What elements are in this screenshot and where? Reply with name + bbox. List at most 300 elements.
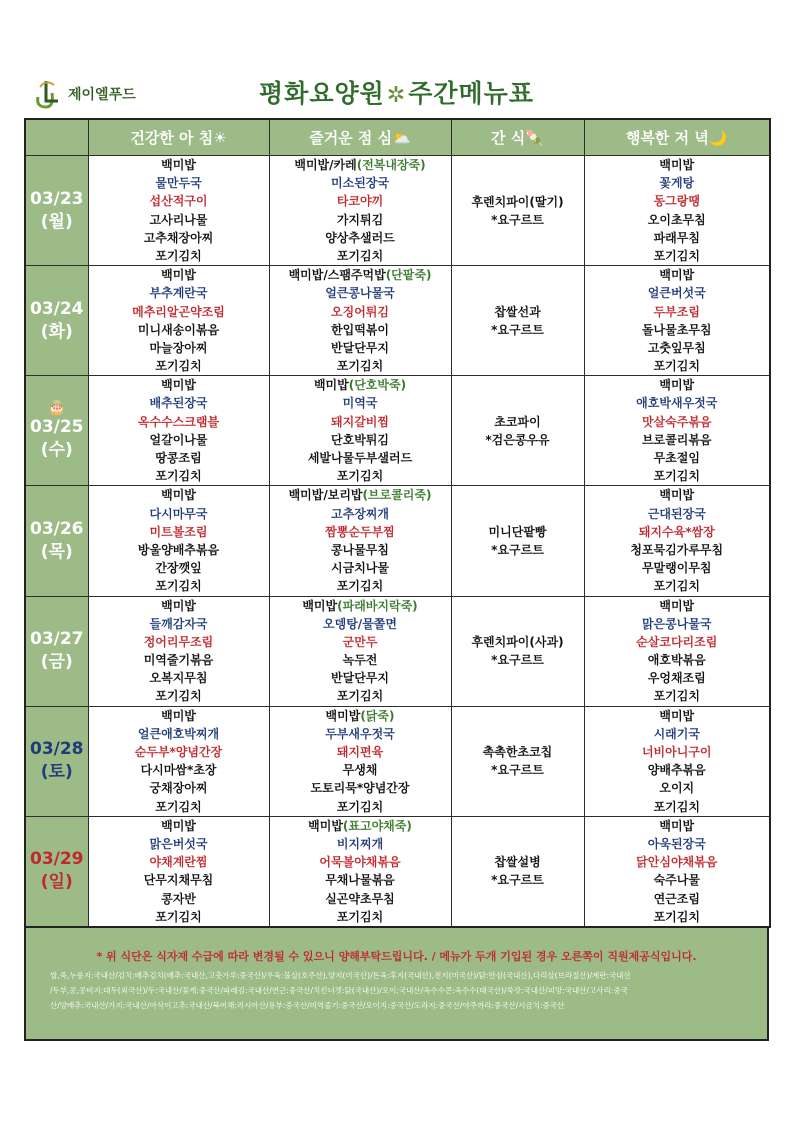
porridge-option: (단팥죽) bbox=[385, 268, 432, 283]
snack-cell bbox=[451, 596, 584, 706]
weekday-label: (월) bbox=[40, 211, 73, 232]
dish-name: 백미밥/카레 bbox=[294, 158, 357, 172]
day-date-cell bbox=[25, 706, 88, 816]
menu-item bbox=[89, 687, 269, 705]
menu-item bbox=[89, 229, 269, 247]
snack-cell bbox=[451, 486, 584, 596]
menu-item bbox=[270, 835, 451, 853]
menu-item: 너비아니구이 bbox=[641, 745, 712, 759]
dish-name: 미역줄기볶음 bbox=[143, 653, 214, 668]
menu-item: 닭안심야채볶음 bbox=[636, 855, 718, 870]
menu-item bbox=[270, 523, 451, 541]
dish-name: 포기김치 bbox=[336, 359, 384, 374]
menu-item bbox=[270, 559, 451, 577]
porridge-option: (표고야채죽) bbox=[342, 818, 412, 833]
dish-name: 포기김치 bbox=[155, 799, 202, 814]
dish-name: 단호박튀김 bbox=[331, 432, 389, 447]
menu-item bbox=[89, 871, 269, 889]
snack-item: 찹쌀선과 bbox=[494, 304, 541, 319]
menu-item bbox=[270, 486, 451, 504]
snack-item: *요구르트 bbox=[491, 322, 544, 337]
menu-item bbox=[89, 449, 269, 467]
dish-name: 오징어튀김 bbox=[331, 304, 389, 319]
menu-item: 양배추볶음 bbox=[647, 763, 706, 778]
menu-item: 포기김치 bbox=[653, 689, 700, 704]
dinner-cell bbox=[584, 706, 770, 816]
menu-item bbox=[270, 743, 451, 761]
weekday-label: (화) bbox=[40, 321, 73, 342]
menu-item bbox=[89, 284, 269, 302]
dish-name: 반달단무지 bbox=[331, 340, 389, 355]
breakfast-cell bbox=[88, 816, 269, 927]
dish-name: 포기김치 bbox=[155, 359, 202, 374]
dish-name: 돼지편육 bbox=[336, 745, 384, 759]
lunch-cell bbox=[269, 156, 451, 266]
date-label: 03/24 bbox=[29, 298, 84, 319]
weekday-label: (금) bbox=[40, 652, 73, 673]
origin-line: 산/양배추:국내산/가지:국내산/아삭이고추:국내산/북어채:러시아산/유부:중국산/미역줄기:중국산/오이지:중국산/도라지:중국산/야주까리:중국산/시금치:중국산 bbox=[50, 1001, 565, 1010]
menu-item bbox=[270, 853, 451, 871]
lunch-cell bbox=[269, 706, 451, 816]
lunch-cell bbox=[269, 816, 451, 927]
dish-name: 포기김치 bbox=[155, 689, 202, 704]
snack-item: *요구르트 bbox=[491, 763, 544, 778]
menu-item bbox=[270, 871, 451, 889]
dish-name: 백미밥 bbox=[161, 708, 196, 723]
dish-name: 부추계란국 bbox=[149, 286, 208, 301]
menu-item: 무초절임 bbox=[653, 451, 700, 465]
header-breakfast: 건강한 아 침☀ bbox=[88, 119, 269, 156]
menu-item: 백미밥 bbox=[659, 818, 695, 833]
date-label: 03/26 bbox=[29, 518, 84, 539]
menu-item bbox=[270, 633, 451, 651]
dish-name: 어묵볼야채볶음 bbox=[319, 855, 401, 870]
dish-name: 포기김치 bbox=[155, 579, 202, 594]
day-date-cell bbox=[25, 486, 88, 596]
dish-name: 두부새우젓국 bbox=[325, 726, 395, 741]
menu-item: 아욱된장국 bbox=[647, 836, 706, 851]
snack-item: *요구르트 bbox=[491, 873, 544, 888]
menu-item bbox=[89, 835, 269, 853]
snack-cell bbox=[451, 156, 584, 266]
snack-item: 미니단팥빵 bbox=[488, 524, 547, 539]
dish-name: 포기김치 bbox=[336, 248, 384, 263]
menu-item bbox=[89, 817, 269, 835]
dish-name: 포기김치 bbox=[155, 909, 202, 924]
dish-name: 실곤약초무침 bbox=[325, 891, 395, 906]
dish-name: 무생채 bbox=[342, 763, 378, 778]
menu-item: 꽃게탕 bbox=[659, 176, 695, 191]
dinner-cell bbox=[584, 156, 770, 266]
menu-body bbox=[25, 156, 770, 927]
title-separator: ✲ bbox=[386, 83, 407, 108]
origin-line: 쌀,죽,누룽지:국내산/김치:배추김치(배추:국내산,고춧가루:중국산)/우육:불살(호주산),양지(미국산)/돈육:후지(국내산),전지(미국산)/닭:안심(국내산),다리살(브라질산)/계란:국내산 bbox=[50, 971, 631, 980]
day-date-cell bbox=[25, 816, 88, 927]
dish-name: 얼갈이나물 bbox=[149, 432, 208, 447]
menu-item bbox=[89, 633, 269, 651]
menu-item: 맛살숙주볶음 bbox=[641, 414, 712, 429]
menu-item bbox=[270, 687, 451, 705]
brand-name: 제이엘푸드 bbox=[68, 87, 136, 103]
menu-item bbox=[270, 761, 451, 779]
lunch-cell bbox=[269, 376, 451, 486]
dish-name: 섭산적구이 bbox=[149, 194, 208, 209]
menu-item bbox=[270, 376, 451, 394]
menu-item: 백미밥 bbox=[659, 268, 695, 283]
day-row bbox=[25, 486, 770, 596]
menu-item bbox=[270, 725, 451, 743]
weekday-label: (토) bbox=[40, 762, 73, 783]
menu-item bbox=[270, 779, 451, 797]
dinner-cell bbox=[584, 596, 770, 706]
footer-notice: * 위 식단은 식자재 수급에 따라 변경될 수 있으니 양해부탁드립니다. / 메뉴가 두개 기입된 경우 오른쪽이 직원제공식입니다. bbox=[96, 950, 697, 963]
menu-item: 숙주나물 bbox=[653, 873, 700, 888]
menu-item bbox=[270, 541, 451, 559]
menu-item bbox=[89, 651, 269, 669]
origin-info bbox=[26, 964, 767, 1013]
snack-cell bbox=[451, 266, 584, 376]
menu-item bbox=[270, 817, 451, 835]
dish-name: 백미밥 bbox=[161, 268, 196, 283]
dish-name: 녹두전 bbox=[342, 653, 378, 668]
dish-name: 미소된장국 bbox=[331, 176, 389, 191]
dish-name: 오뎅탕/물쫄면 bbox=[323, 616, 397, 631]
menu-item: 두부조림 bbox=[653, 304, 700, 319]
title-left: 평화요양원 bbox=[259, 79, 385, 108]
dish-name: 백미밥 bbox=[308, 818, 343, 833]
menu-item bbox=[89, 890, 269, 908]
menu-item bbox=[89, 467, 269, 485]
menu-item: 포기김치 bbox=[653, 469, 700, 484]
snack-item: 초코파이 bbox=[494, 414, 541, 429]
menu-item: 포기김치 bbox=[653, 909, 700, 924]
header-row bbox=[25, 119, 770, 156]
dish-name: 백미밥 bbox=[161, 378, 196, 393]
menu-item: 포기김치 bbox=[653, 579, 700, 594]
porridge-option: (브로콜리죽) bbox=[362, 488, 432, 503]
menu-item bbox=[89, 321, 269, 339]
menu-item: 백미밥 bbox=[659, 708, 695, 723]
snack-item: *요구르트 bbox=[491, 212, 544, 227]
dish-name: 미트볼조림 bbox=[149, 524, 208, 539]
dish-name: 얼큰애호박찌개 bbox=[137, 726, 220, 741]
dish-name: 포기김치 bbox=[336, 799, 384, 814]
menu-item bbox=[89, 541, 269, 559]
menu-item: 무말랭이무침 bbox=[641, 561, 712, 576]
dish-name: 백미밥 bbox=[161, 818, 196, 833]
dinner-cell bbox=[584, 376, 770, 486]
menu-item: 백미밥 bbox=[659, 598, 695, 613]
dish-name: 백미밥 bbox=[325, 708, 361, 723]
menu-item: 고춧잎무침 bbox=[647, 340, 706, 355]
menu-item bbox=[89, 577, 269, 595]
menu-item bbox=[270, 467, 451, 485]
dish-name: 정어리무조림 bbox=[143, 634, 214, 649]
menu-item: 포기김치 bbox=[653, 248, 700, 263]
menu-item bbox=[89, 743, 269, 761]
menu-item bbox=[270, 577, 451, 595]
dish-name: 얼큰콩나물국 bbox=[325, 286, 395, 301]
menu-item: 돌나물초무침 bbox=[641, 322, 712, 337]
dish-name: 포기김치 bbox=[336, 469, 384, 484]
snack-item: 촉촉한초코칩 bbox=[482, 745, 553, 760]
dinner-cell bbox=[584, 486, 770, 596]
menu-item bbox=[89, 615, 269, 633]
menu-item bbox=[270, 707, 451, 725]
date-label: 03/23 bbox=[29, 188, 84, 209]
dish-name: 짬뽕순두부찜 bbox=[325, 524, 395, 539]
dish-name: 맑은버섯국 bbox=[149, 836, 208, 851]
menu-item: 연근조림 bbox=[653, 891, 700, 906]
dish-name: 미역국 bbox=[342, 396, 378, 411]
date-label: 03/28 bbox=[29, 739, 84, 760]
menu-item bbox=[270, 156, 451, 174]
dish-name: 다시마무국 bbox=[149, 506, 208, 521]
porridge-option: (닭죽) bbox=[360, 708, 395, 723]
menu-item bbox=[89, 376, 269, 394]
dish-name: 백미밥 bbox=[313, 378, 349, 393]
dish-name: 백미밥 bbox=[161, 158, 196, 172]
menu-item: 순살코다리조림 bbox=[636, 634, 718, 649]
title-right: 주간메뉴표 bbox=[408, 79, 534, 108]
header-dinner: 행복한 저 녁🌙 bbox=[584, 119, 770, 156]
dish-name: 다시마쌈*초장 bbox=[140, 763, 217, 778]
lunch-cell bbox=[269, 596, 451, 706]
dish-name: 세발나물두부샐러드 bbox=[307, 451, 413, 465]
breakfast-cell bbox=[88, 486, 269, 596]
menu-item bbox=[270, 651, 451, 669]
day-row bbox=[25, 266, 770, 376]
header-corner bbox=[25, 119, 88, 156]
snack-item: *검은콩우유 bbox=[485, 432, 550, 447]
dish-name: 간장깻잎 bbox=[155, 561, 202, 576]
menu-item bbox=[270, 615, 451, 633]
dish-name: 단무지채무침 bbox=[143, 873, 214, 888]
menu-item bbox=[89, 174, 269, 192]
menu-item bbox=[89, 779, 269, 797]
lunch-cell bbox=[269, 266, 451, 376]
dish-name: 야채계란찜 bbox=[149, 855, 208, 870]
menu-item: 포기김치 bbox=[653, 799, 700, 814]
header-snack: 간 식🍡 bbox=[451, 119, 584, 156]
menu-item bbox=[270, 505, 451, 523]
menu-item bbox=[270, 908, 451, 926]
menu-item bbox=[89, 707, 269, 725]
dish-name: 무채나물볶음 bbox=[325, 873, 395, 888]
dish-name: 반달단무지 bbox=[331, 671, 389, 686]
menu-item bbox=[270, 266, 451, 284]
day-row bbox=[25, 816, 770, 927]
menu-item bbox=[89, 908, 269, 926]
snack-item: 찹쌀설병 bbox=[494, 855, 541, 870]
dish-name: 오복지무침 bbox=[149, 671, 208, 686]
dish-name: 방울양배추볶음 bbox=[137, 542, 220, 557]
dish-name: 백미밥 bbox=[161, 598, 196, 613]
menu-item bbox=[89, 798, 269, 816]
menu-item: 동그랑땡 bbox=[653, 194, 700, 209]
menu-item bbox=[89, 669, 269, 687]
menu-item: 얼큰버섯국 bbox=[647, 286, 706, 301]
dish-name: 메추리알곤약조림 bbox=[132, 304, 225, 319]
date-label: 03/27 bbox=[29, 629, 84, 650]
weekly-menu-table bbox=[24, 118, 771, 928]
day-date-cell bbox=[25, 156, 88, 266]
menu-item bbox=[89, 559, 269, 577]
dinner-cell bbox=[584, 266, 770, 376]
menu-item bbox=[89, 523, 269, 541]
menu-item bbox=[270, 174, 451, 192]
dish-name: 포기김치 bbox=[336, 579, 384, 594]
menu-item bbox=[89, 266, 269, 284]
menu-item bbox=[89, 211, 269, 229]
day-row bbox=[25, 156, 770, 266]
menu-item bbox=[89, 761, 269, 779]
menu-item: 브로콜리볶음 bbox=[641, 432, 712, 447]
menu-item bbox=[270, 798, 451, 816]
menu-item bbox=[270, 284, 451, 302]
dish-name: 포기김치 bbox=[155, 248, 202, 263]
dish-name: 양상추샐러드 bbox=[325, 230, 395, 245]
dish-name: 들깨감자국 bbox=[149, 616, 208, 631]
menu-item bbox=[270, 413, 451, 431]
menu-item bbox=[270, 339, 451, 357]
snack-cell bbox=[451, 706, 584, 816]
menu-item bbox=[270, 431, 451, 449]
dish-name: 콩자반 bbox=[161, 891, 196, 906]
date-label: 03/29 bbox=[29, 849, 84, 870]
porridge-option: (전복내장죽) bbox=[356, 158, 426, 172]
dish-name: 미니새송이볶음 bbox=[137, 322, 220, 337]
menu-item: 청포묵김가루무침 bbox=[630, 542, 724, 557]
menu-item bbox=[89, 156, 269, 174]
menu-item bbox=[89, 247, 269, 265]
menu-item: 백미밥 bbox=[659, 488, 695, 503]
menu-item bbox=[270, 357, 451, 375]
menu-item bbox=[89, 431, 269, 449]
snack-item: 후렌치파이(딸기) bbox=[471, 194, 564, 209]
dish-name: 비지찌개 bbox=[336, 836, 384, 851]
origin-line: /두부,콩,콩비지:대두(외국산)/두:국내산/꽃게:중국산/파래김:국내산/연근:중국산/치킨너겟:닭(국내산)/오이:국내산/옥수수콘:옥수수(태국산)/쑥갓:국내산/피망:국내산/고사리:중국 bbox=[50, 986, 628, 995]
dish-name: 고추장찌개 bbox=[331, 506, 389, 521]
dish-name: 포기김치 bbox=[336, 689, 384, 704]
dish-name: 백미밥/스팸주먹밥 bbox=[288, 268, 386, 283]
menu-item bbox=[89, 853, 269, 871]
menu-item: 맑은콩나물국 bbox=[641, 616, 712, 631]
snack-item: *요구르트 bbox=[491, 542, 544, 557]
page-title bbox=[0, 74, 793, 110]
menu-item: 시래기국 bbox=[653, 726, 700, 741]
day-row bbox=[25, 596, 770, 706]
breakfast-cell bbox=[88, 596, 269, 706]
day-row bbox=[25, 706, 770, 816]
menu-item bbox=[89, 486, 269, 504]
dish-name: 배추된장국 bbox=[149, 396, 208, 411]
dish-name: 포기김치 bbox=[155, 469, 202, 484]
menu-item bbox=[89, 597, 269, 615]
menu-item bbox=[270, 229, 451, 247]
breakfast-cell bbox=[88, 376, 269, 486]
menu-item bbox=[270, 211, 451, 229]
menu-item bbox=[270, 890, 451, 908]
menu-item: 포기김치 bbox=[653, 359, 700, 374]
snack-item: 후렌치파이(사과) bbox=[471, 635, 564, 650]
snack-cell bbox=[451, 376, 584, 486]
menu-item bbox=[89, 725, 269, 743]
dish-name: 옥수수스크램블 bbox=[137, 414, 220, 429]
dish-name: 돼지갈비찜 bbox=[331, 414, 389, 429]
dish-name: 백미밥/보리밥 bbox=[288, 488, 363, 503]
dish-name: 포기김치 bbox=[336, 909, 384, 924]
dish-name: 순두부*양념간장 bbox=[134, 745, 223, 759]
menu-item bbox=[270, 303, 451, 321]
dish-name: 한입떡볶이 bbox=[331, 322, 389, 337]
day-row bbox=[25, 376, 770, 486]
menu-item bbox=[270, 597, 451, 615]
breakfast-cell bbox=[88, 266, 269, 376]
menu-item: 오이초무침 bbox=[647, 212, 706, 227]
menu-item bbox=[270, 394, 451, 412]
dish-name: 땅콩조림 bbox=[155, 451, 202, 465]
menu-item bbox=[270, 449, 451, 467]
birthday-cake-icon: 🎂 bbox=[48, 399, 66, 416]
day-date-cell bbox=[25, 596, 88, 706]
menu-item: 백미밥 bbox=[659, 378, 695, 393]
dish-name: 시금치나물 bbox=[331, 561, 389, 576]
weekday-label: (수) bbox=[40, 439, 73, 460]
dish-name: 물만두국 bbox=[155, 176, 202, 191]
menu-item bbox=[89, 339, 269, 357]
menu-item: 돼지수육*쌈장 bbox=[638, 524, 715, 539]
dish-name: 고추채장아찌 bbox=[143, 230, 214, 245]
dish-name: 고사리나물 bbox=[149, 212, 208, 227]
menu-item bbox=[270, 192, 451, 210]
day-date-cell bbox=[25, 376, 88, 486]
menu-item bbox=[89, 413, 269, 431]
weekday-label: (일) bbox=[40, 872, 73, 893]
menu-item: 애호박볶음 bbox=[647, 653, 706, 668]
menu-item: 백미밥 bbox=[659, 158, 695, 172]
lunch-cell bbox=[269, 486, 451, 596]
menu-item bbox=[270, 321, 451, 339]
menu-item bbox=[270, 247, 451, 265]
menu-item: 근대된장국 bbox=[647, 506, 706, 521]
dish-name: 궁채장아찌 bbox=[149, 781, 208, 796]
menu-item bbox=[89, 394, 269, 412]
date-label: 03/25 bbox=[29, 416, 84, 437]
dish-name: 가지튀김 bbox=[336, 212, 384, 227]
dish-name: 타코야끼 bbox=[336, 194, 384, 209]
menu-item bbox=[89, 192, 269, 210]
menu-item: 애호박새우젓국 bbox=[636, 396, 718, 411]
menu-item bbox=[89, 505, 269, 523]
snack-cell bbox=[451, 816, 584, 927]
breakfast-cell bbox=[88, 156, 269, 266]
weekday-label: (목) bbox=[40, 541, 73, 562]
menu-item: 오이지 bbox=[659, 781, 695, 796]
menu-item bbox=[270, 669, 451, 687]
porridge-option: (단호박죽) bbox=[348, 378, 407, 393]
breakfast-cell bbox=[88, 706, 269, 816]
menu-item bbox=[89, 357, 269, 375]
menu-item: 파래무침 bbox=[653, 230, 700, 245]
dinner-cell bbox=[584, 816, 770, 927]
dish-name: 백미밥 bbox=[161, 488, 196, 503]
dish-name: 백미밥 bbox=[302, 598, 338, 613]
dish-name: 군만두 bbox=[342, 634, 378, 649]
porridge-option: (파래바지락죽) bbox=[337, 598, 418, 613]
dish-name: 도토리묵*양념간장 bbox=[310, 781, 410, 796]
day-date-cell bbox=[25, 266, 88, 376]
